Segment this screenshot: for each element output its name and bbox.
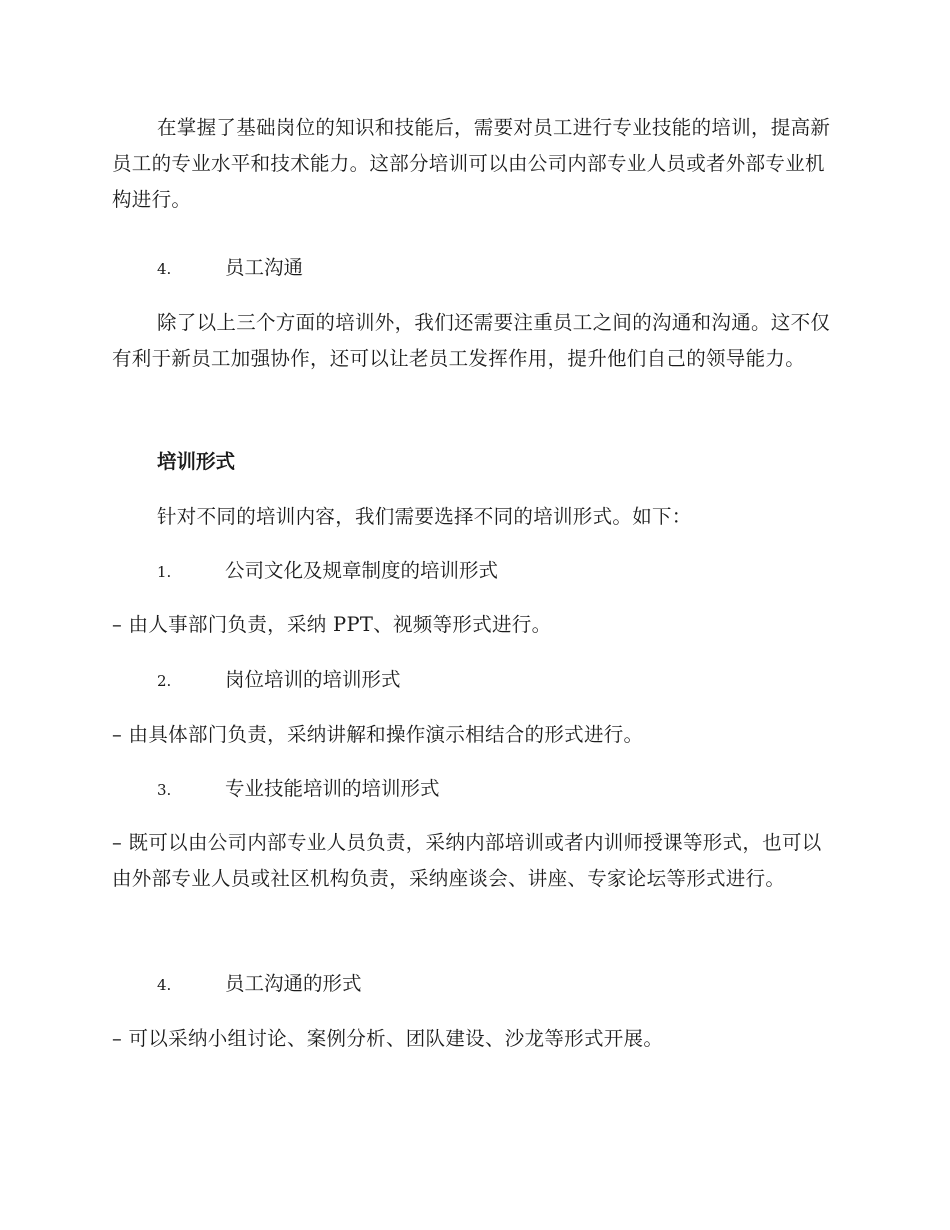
section-intro: 针对不同的培训内容，我们需要选择不同的培训形式。如下： [157, 505, 692, 528]
list-item-employee-communication [157, 250, 303, 287]
list-item-title: 岗位培训的培训形式 [225, 668, 401, 691]
list-number: 4. [157, 976, 172, 994]
form-1-description: – 由人事部门负责，采纳 PPT、视频等形式进行。 [112, 613, 552, 636]
list-item-title: 专业技能培训的培训形式 [225, 777, 440, 800]
list-number: 4. [157, 260, 172, 278]
section-heading: 培训形式 [157, 450, 236, 473]
list-item-title: 员工沟通 [225, 256, 304, 279]
paragraph-communication: 除了以上三个方面的培训外，我们还需要注重员工之间的沟通和沟通。这不仅有利于新员工加强协作，还可以让老员工发挥作用，提升他们自己的领导能力。 [112, 311, 831, 370]
list-item-form-2 [157, 662, 401, 699]
list-item-title: 公司文化及规章制度的培训形式 [225, 559, 499, 582]
list-number: 3. [157, 781, 172, 799]
form-4-description: – 可以采纳小组讨论、案例分析、团队建设、沙龙等形式开展。 [112, 1027, 664, 1050]
list-number: 1. [157, 563, 172, 581]
paragraph-skill-training: 在掌握了基础岗位的知识和技能后，需要对员工进行专业技能的培训，提高新员工的专业水平和技术能力。这部分培训可以由公司内部专业人员或者外部专业机构进行。 [112, 116, 831, 211]
list-item-form-3 [157, 771, 440, 808]
form-3-description: – 既可以由公司内部专业人员负责，采纳内部培训或者内训师授课等形式，也可以由外部专业人员或社区机构负责，采纳座谈会、讲座、专家论坛等形式进行。 [112, 831, 822, 890]
list-item-title: 员工沟通的形式 [225, 972, 362, 995]
list-number: 2. [157, 672, 172, 690]
form-2-description: – 由具体部门负责，采纳讲解和操作演示相结合的形式进行。 [112, 723, 644, 746]
list-item-form-4 [157, 966, 362, 1003]
list-item-form-1 [157, 553, 498, 590]
